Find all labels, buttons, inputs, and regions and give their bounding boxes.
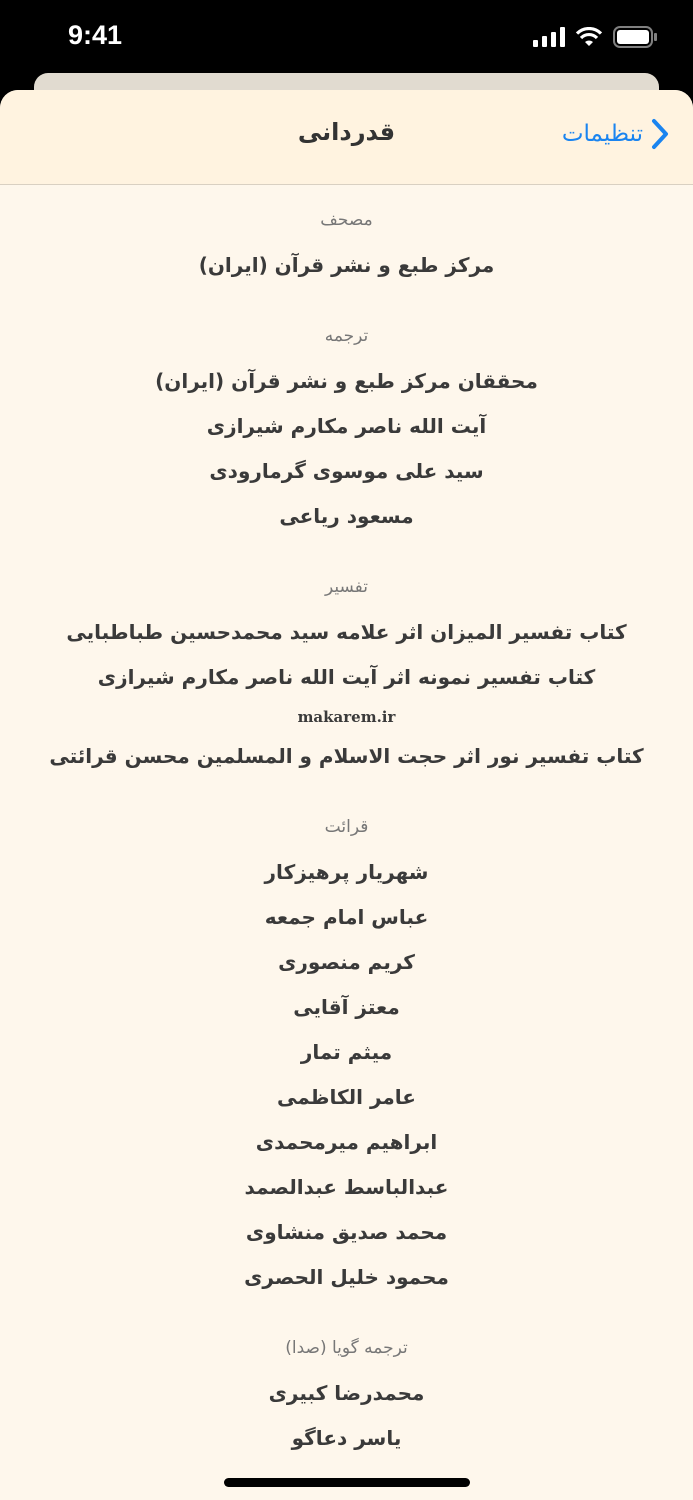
status-time: 9:41 bbox=[68, 20, 123, 50]
credit-section bbox=[0, 1326, 693, 1461]
credit-item: شهریار پرهیزکار bbox=[264, 860, 429, 884]
back-button[interactable] bbox=[562, 118, 669, 150]
credit-item: یاسر دعاگو bbox=[291, 1426, 402, 1450]
website-link[interactable]: makarem.ir bbox=[297, 708, 396, 726]
credit-item: سید علی موسوی گرمارودی bbox=[209, 459, 484, 483]
section-label: قرائت bbox=[324, 817, 369, 837]
battery-icon bbox=[613, 26, 657, 48]
credit-item: عباس امام جمعه bbox=[264, 905, 429, 929]
credit-item: محمود خلیل الحصری bbox=[244, 1265, 449, 1289]
chevron-right-icon bbox=[651, 118, 669, 150]
credit-section bbox=[0, 198, 693, 288]
acknowledgements-sheet bbox=[0, 90, 693, 1500]
credit-item: معتز آقایی bbox=[293, 995, 400, 1019]
credit-item: عامر الکاظمی bbox=[277, 1085, 416, 1109]
back-label: تنظیمات bbox=[561, 121, 643, 147]
navigation-bar bbox=[0, 90, 693, 185]
section-label: تفسیر bbox=[324, 577, 368, 597]
section-label: مصحف bbox=[320, 210, 373, 230]
credit-item: میثم تمار bbox=[300, 1040, 393, 1064]
home-indicator bbox=[224, 1478, 470, 1487]
credit-item: کریم منصوری bbox=[278, 950, 415, 974]
section-label: ترجمه گویا (صدا) bbox=[285, 1338, 408, 1358]
credit-item: عبدالباسط عبدالصمد bbox=[244, 1175, 449, 1199]
credit-section bbox=[0, 565, 693, 779]
credit-item: مرکز طبع و نشر قرآن (ایران) bbox=[198, 253, 495, 277]
wifi-icon bbox=[575, 27, 603, 47]
page-title: قدردانی bbox=[297, 118, 396, 146]
credit-item: آیت الله ناصر مکارم شیرازی bbox=[206, 414, 487, 438]
credit-section bbox=[0, 805, 693, 1300]
credits-list bbox=[0, 185, 693, 1461]
credit-item: کتاب تفسیر نمونه اثر آیت الله ناصر مکارم شیرازی bbox=[97, 665, 596, 689]
credit-item: محمد صدیق منشاوی bbox=[245, 1220, 448, 1244]
credit-item: مسعود ریاعی bbox=[279, 504, 414, 528]
status-bar bbox=[0, 0, 693, 75]
credit-item: محمدرضا کبیری bbox=[268, 1381, 425, 1405]
section-label: ترجمه bbox=[324, 326, 369, 346]
credit-item: کتاب تفسیر نور اثر حجت الاسلام و المسلمین محسن قرائتی bbox=[49, 744, 644, 768]
cellular-signal-icon bbox=[533, 27, 565, 47]
credit-section bbox=[0, 314, 693, 539]
credit-item: ابراهیم میرمحمدی bbox=[255, 1130, 438, 1154]
credit-item: محققان مرکز طبع و نشر قرآن (ایران) bbox=[155, 369, 538, 393]
credit-item: کتاب تفسیر المیزان اثر علامه سید محمدحسین طباطبایی bbox=[66, 620, 627, 644]
